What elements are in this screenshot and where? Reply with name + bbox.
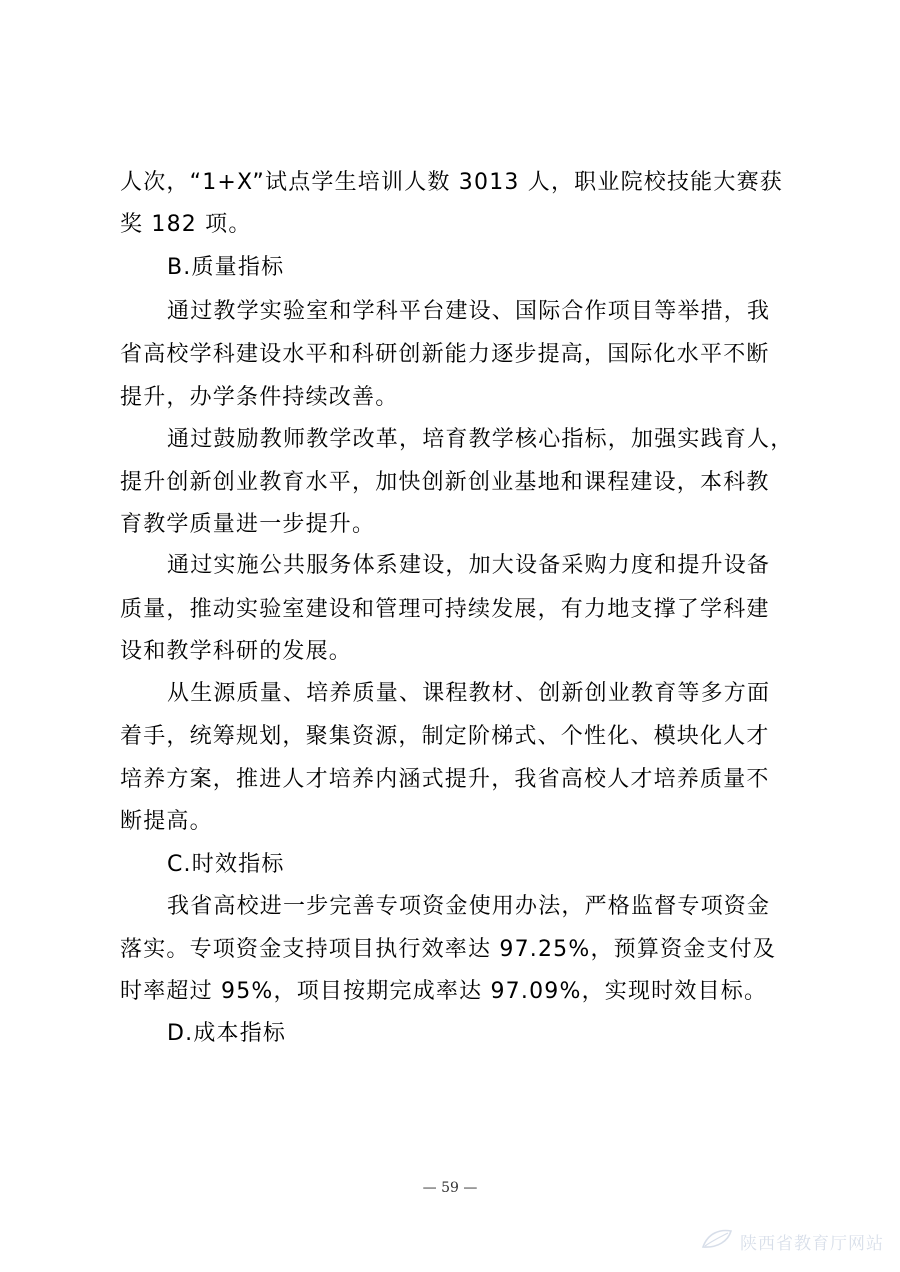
- paragraph-line: 省高校学科建设水平和科研创新能力逐步提高，国际化水平不断: [120, 342, 770, 367]
- watermark-text: 陕西省教育厅网站: [740, 1233, 884, 1254]
- paragraph-line: 通过教学实验室和学科平台建设、国际合作项目等举措，我: [167, 299, 771, 324]
- section-heading: D.成本指标: [167, 1021, 287, 1046]
- paragraph-line: 培养方案，推进人才培养内涵式提升，我省高校人才培养质量不: [120, 767, 770, 792]
- paragraph-line: 通过鼓励教师教学改革，培育教学核心指标，加强实践育人，: [167, 427, 794, 452]
- paragraph-line: 提升创新创业教育水平，加快创新创业基地和课程建设，本科教: [120, 470, 770, 495]
- paragraph-line: 质量，推动实验室建设和管理可持续发展，有力地支撑了学科建: [120, 597, 770, 622]
- paragraph-line: 我省高校进一步完善专项资金使用办法，严格监督专项资金: [167, 894, 771, 919]
- paragraph-line: 人次，“1+X”试点学生培训人数 3013 人，职业院校技能大赛获: [120, 170, 783, 195]
- paragraph-line: 提升，办学条件持续改善。: [120, 385, 399, 410]
- section-heading: C.时效指标: [167, 852, 285, 877]
- section-heading: B.质量指标: [167, 255, 285, 280]
- paragraph-line: 时率超过 95%，项目按期完成率达 97.09%，实现时效目标。: [120, 979, 768, 1004]
- paragraph-line: 通过实施公共服务体系建设，加大设备采购力度和提升设备: [167, 553, 771, 578]
- page-number: — 59 —: [422, 1180, 478, 1196]
- paragraph-line: 从生源质量、培养质量、课程教材、创新创业教育等多方面: [167, 681, 771, 706]
- leaf-logo-icon: [700, 1227, 734, 1255]
- paragraph-line: 设和教学科研的发展。: [120, 639, 353, 664]
- paragraph-line: 着手，统筹规划，聚集资源，制定阶梯式、个性化、模块化人才: [120, 724, 770, 749]
- paragraph-line: 育教学质量进一步提升。: [120, 512, 376, 537]
- paragraph-line: 奖 182 项。: [120, 212, 252, 237]
- paragraph-line: 断提高。: [120, 809, 213, 834]
- site-watermark: [700, 1226, 890, 1256]
- paragraph-line: 落实。专项资金支持项目执行效率达 97.25%，预算资金支付及: [120, 937, 777, 962]
